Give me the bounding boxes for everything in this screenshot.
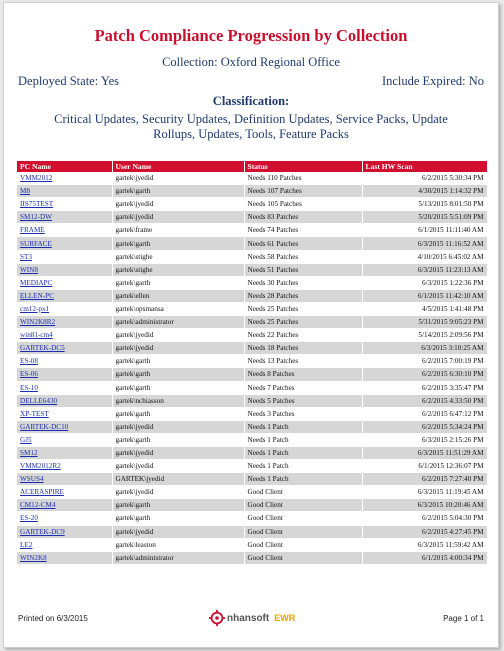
report-title: Patch Compliance Progression by Collection — [94, 26, 408, 45]
pc-name-cell — [17, 407, 112, 420]
user-name-cell: gartek\jyedid — [112, 486, 244, 499]
status-cell: Needs 3 Patches — [244, 407, 362, 420]
last-hw-scan-cell: 6/2/2015 4:27:45 PM — [362, 525, 487, 538]
table-row — [17, 289, 487, 302]
pc-name-cell — [17, 329, 112, 342]
table-row — [17, 433, 487, 446]
last-hw-scan-cell: 6/2/2015 5:04:30 PM — [362, 512, 487, 525]
pc-name-link[interactable]: IIS75TEST — [20, 200, 54, 209]
pc-name-cell — [17, 433, 112, 446]
user-name-cell: gartek\jyedid — [112, 198, 244, 211]
table-row — [17, 211, 487, 224]
table-row — [17, 394, 487, 407]
last-hw-scan-cell: 6/2/2015 5:30:34 PM — [362, 172, 487, 185]
pc-name-link[interactable]: WIN8 — [20, 265, 38, 274]
status-cell: Needs 110 Patches — [244, 172, 362, 185]
table-row — [17, 420, 487, 433]
pc-name-cell — [17, 512, 112, 525]
classification-list: Critical Updates, Security Updates, Definition Updates, Service Packs, Update Rollups, Updates, Tools, Feature Packs — [54, 112, 448, 141]
user-name-cell: gartek\jyedid — [112, 525, 244, 538]
last-hw-scan-cell: 6/2/2015 3:35:47 PM — [362, 381, 487, 394]
table-row — [17, 250, 487, 263]
user-name-cell: gartek\jyedid — [112, 342, 244, 355]
pc-name-cell — [17, 486, 112, 499]
status-cell: Needs 1 Patch — [244, 420, 362, 433]
pc-name-link[interactable]: SM12 — [20, 449, 38, 458]
pc-name-cell — [17, 446, 112, 459]
last-hw-scan-cell: 6/3/2015 11:23:13 AM — [362, 263, 487, 276]
pc-name-link[interactable]: ES-20 — [20, 514, 38, 523]
table-row — [17, 355, 487, 368]
pc-name-link[interactable]: FRAME — [20, 226, 45, 235]
pc-name-cell — [17, 302, 112, 315]
last-hw-scan-cell: 6/3/2015 1:22:36 PM — [362, 276, 487, 289]
table-row — [17, 185, 487, 198]
user-name-cell: gartek\garth — [112, 381, 244, 394]
table-row — [17, 551, 487, 564]
status-cell: Needs 61 Patches — [244, 237, 362, 250]
col-header-user-name: User Name — [112, 161, 244, 172]
status-cell: Needs 25 Patches — [244, 316, 362, 329]
pc-name-link[interactable]: WIN2K8 — [20, 553, 47, 562]
printed-on-label: Printed on 6/3/2015 — [18, 614, 88, 623]
report-page — [3, 2, 499, 648]
user-name-cell: gartek\garth — [112, 433, 244, 446]
status-cell: Good Client — [244, 538, 362, 551]
pc-name-cell — [17, 499, 112, 512]
last-hw-scan-cell: 6/3/2015 10:20:46 AM — [362, 499, 487, 512]
table-row — [17, 525, 487, 538]
page-number-label: Page 1 of 1 — [443, 614, 484, 623]
pc-name-cell — [17, 460, 112, 473]
pc-name-cell — [17, 538, 112, 551]
last-hw-scan-cell: 6/2/2015 4:33:50 PM — [362, 394, 487, 407]
user-name-cell: gartek\jyedid — [112, 329, 244, 342]
last-hw-scan-cell: 5/31/2015 9:05:23 PM — [362, 316, 487, 329]
status-cell: Good Client — [244, 499, 362, 512]
user-name-cell: gartek\ellen — [112, 289, 244, 302]
deployed-state-label: Deployed State: Yes — [18, 74, 120, 88]
status-cell: Needs 1 Patch — [244, 473, 362, 486]
status-cell: Good Client — [244, 551, 362, 564]
table-row — [17, 499, 487, 512]
pc-name-cell — [17, 172, 112, 185]
status-cell: Needs 28 Patches — [244, 289, 362, 302]
pc-name-cell — [17, 381, 112, 394]
pc-name-link[interactable]: WIN2K8R2 — [20, 318, 56, 327]
user-name-cell: gartek\jyedid — [112, 211, 244, 224]
user-name-cell: gartek\jyedid — [112, 446, 244, 459]
table-body — [17, 172, 487, 564]
status-cell: Good Client — [244, 512, 362, 525]
classification-heading: Classification: — [212, 94, 290, 108]
pc-name-link[interactable]: VMM2012R2 — [20, 462, 61, 471]
table-row — [17, 237, 487, 250]
last-hw-scan-cell: 6/2/2015 6:47:12 PM — [362, 407, 487, 420]
pc-name-link[interactable]: SURFACE — [20, 239, 52, 248]
pc-name-cell — [17, 355, 112, 368]
status-cell: Needs 13 Patches — [244, 355, 362, 368]
pc-name-link[interactable]: VMM2012 — [20, 174, 53, 183]
status-cell: Needs 7 Patches — [244, 381, 362, 394]
status-cell: Needs 51 Patches — [244, 263, 362, 276]
user-name-cell: gartek\stighe — [112, 263, 244, 276]
user-name-cell: gartek\nchiasson — [112, 394, 244, 407]
last-hw-scan-cell: 6/2/2015 7:27:40 PM — [362, 473, 487, 486]
collection-label: Collection: Oxford Regional Office — [162, 55, 340, 69]
user-name-cell: gartek\administrator — [112, 316, 244, 329]
pc-name-cell — [17, 316, 112, 329]
last-hw-scan-cell: 5/13/2015 8:01:50 PM — [362, 198, 487, 211]
user-name-cell: gartek\stighe — [112, 250, 244, 263]
pc-name-link[interactable]: LE2 — [20, 540, 33, 549]
user-name-cell: gartek\garth — [112, 276, 244, 289]
pc-name-link[interactable]: ACERASPIRE — [20, 488, 64, 497]
pc-name-link[interactable]: win81-cm4 — [20, 331, 53, 340]
last-hw-scan-cell: 6/1/2015 11:42:10 AM — [362, 289, 487, 302]
user-name-cell: gartek\garth — [112, 512, 244, 525]
col-header-last-hw-scan: Last HW Scan — [362, 161, 487, 172]
status-cell: Needs 30 Patches — [244, 276, 362, 289]
last-hw-scan-cell: 4/5/2015 1:41:48 PM — [362, 302, 487, 315]
table-row — [17, 486, 487, 499]
status-cell: Needs 1 Patch — [244, 446, 362, 459]
pc-name-cell — [17, 276, 112, 289]
pc-name-link[interactable]: M8 — [20, 187, 30, 196]
table-row — [17, 381, 487, 394]
pc-name-link[interactable]: XP-TEST — [20, 409, 49, 418]
last-hw-scan-cell: 6/3/2015 2:15:26 PM — [362, 433, 487, 446]
pc-name-link[interactable]: ES-08 — [20, 357, 38, 366]
table-row — [17, 407, 487, 420]
user-name-cell: gartek\garth — [112, 355, 244, 368]
status-cell: Needs 1 Patch — [244, 433, 362, 446]
user-name-cell: gartek\leaston — [112, 538, 244, 551]
pc-name-cell — [17, 551, 112, 564]
last-hw-scan-cell: 4/10/2015 6:45:02 AM — [362, 250, 487, 263]
include-expired-label: Include Expired: No — [381, 74, 484, 88]
table-row — [17, 460, 487, 473]
last-hw-scan-cell: 6/2/2015 7:00:19 PM — [362, 355, 487, 368]
pc-name-link[interactable]: ELLEN-PC — [20, 291, 54, 300]
logo-name: nhansoft — [227, 612, 270, 624]
last-hw-scan-cell: 6/3/2015 11:51:29 AM — [362, 446, 487, 459]
pc-name-cell — [17, 473, 112, 486]
last-hw-scan-cell: 4/30/2015 1:14:32 PM — [362, 185, 487, 198]
status-cell: Needs 83 Patches — [244, 211, 362, 224]
last-hw-scan-cell: 6/3/2015 11:16:52 AM — [362, 237, 487, 250]
pc-name-cell — [17, 263, 112, 276]
pc-name-cell — [17, 211, 112, 224]
pc-name-link[interactable]: GARTEK-DC9 — [20, 527, 65, 536]
last-hw-scan-cell: 6/3/2015 3:10:25 AM — [362, 342, 487, 355]
table-row — [17, 316, 487, 329]
table-row — [17, 198, 487, 211]
user-name-cell: gartek\garth — [112, 237, 244, 250]
last-hw-scan-cell: 6/2/2015 6:30:10 PM — [362, 368, 487, 381]
table-row — [17, 368, 487, 381]
pc-name-link[interactable]: SM12-DW — [20, 213, 52, 222]
pc-name-link[interactable]: ES-06 — [20, 370, 38, 379]
table-row — [17, 224, 487, 237]
last-hw-scan-cell: 6/1/2015 11:11:40 AM — [362, 224, 487, 237]
col-header-pc-name: PC Name — [17, 161, 112, 172]
user-name-cell: GARTEK\jyedid — [112, 473, 244, 486]
status-cell: Needs 25 Patches — [244, 302, 362, 315]
status-cell: Needs 22 Patches — [244, 329, 362, 342]
last-hw-scan-cell: 5/20/2015 5:51:09 PM — [362, 211, 487, 224]
user-name-cell: gartek\garth — [112, 368, 244, 381]
pc-name-cell — [17, 420, 112, 433]
pc-name-cell — [17, 198, 112, 211]
pc-name-cell — [17, 368, 112, 381]
user-name-cell: gartek\opsmansa — [112, 302, 244, 315]
table-row — [17, 538, 487, 551]
status-cell: Needs 107 Patches — [244, 185, 362, 198]
user-name-cell: gartek\jyedid — [112, 460, 244, 473]
table-row — [17, 263, 487, 276]
user-name-cell: gartek\administrator — [112, 551, 244, 564]
pc-name-cell — [17, 185, 112, 198]
pc-name-cell — [17, 394, 112, 407]
table-row — [17, 172, 487, 185]
status-cell: Needs 105 Patches — [244, 198, 362, 211]
table-row — [17, 302, 487, 315]
pc-name-cell — [17, 525, 112, 538]
pc-name-link[interactable]: GARTEK-DC10 — [20, 422, 69, 431]
pc-name-cell — [17, 289, 112, 302]
pc-name-link[interactable]: ES-10 — [20, 383, 38, 392]
pc-name-link[interactable]: GARTEK-DC5 — [20, 344, 65, 353]
last-hw-scan-cell: 6/1/2015 12:36:07 PM — [362, 460, 487, 473]
status-cell: Needs 58 Patches — [244, 250, 362, 263]
status-cell: Needs 8 Patches — [244, 368, 362, 381]
status-cell: Good Client — [244, 486, 362, 499]
table-row — [17, 276, 487, 289]
status-cell: Needs 18 Patches — [244, 342, 362, 355]
table-row — [17, 473, 487, 486]
user-name-cell: gartek\garth — [112, 499, 244, 512]
user-name-cell: gartek\garth — [112, 407, 244, 420]
pc-name-link[interactable]: MEDIAPC — [20, 278, 53, 287]
pc-name-link[interactable]: WSUS4 — [20, 475, 44, 484]
pc-name-link[interactable]: ST3 — [20, 252, 32, 261]
col-header-status: Status — [244, 161, 362, 172]
pc-name-link[interactable]: GJ5 — [20, 435, 32, 444]
status-cell: Needs 5 Patches — [244, 394, 362, 407]
user-name-cell: gartek\jyedid — [112, 420, 244, 433]
pc-name-cell — [17, 342, 112, 355]
last-hw-scan-cell: 5/14/2015 2:09:56 PM — [362, 329, 487, 342]
pc-name-cell — [17, 250, 112, 263]
enhansoft-logo — [208, 608, 295, 628]
table-row — [17, 446, 487, 459]
pc-name-link[interactable]: DELLE6430 — [20, 396, 58, 405]
pc-name-link[interactable]: cm12-px1 — [20, 304, 50, 313]
status-cell: Needs 74 Patches — [244, 224, 362, 237]
status-cell: Needs 1 Patch — [244, 460, 362, 473]
user-name-cell: gartek\garth — [112, 185, 244, 198]
logo-product: EWR — [274, 613, 296, 623]
user-name-cell: gartek\jyedid — [112, 172, 244, 185]
user-name-cell: gartek\frame — [112, 224, 244, 237]
last-hw-scan-cell: 6/1/2015 4:00:34 PM — [362, 551, 487, 564]
table-row — [17, 329, 487, 342]
compliance-table — [17, 161, 488, 565]
last-hw-scan-cell: 6/3/2015 11:19:45 AM — [362, 486, 487, 499]
table-header-row — [17, 161, 487, 172]
pc-name-cell — [17, 237, 112, 250]
pc-name-link[interactable]: CM12-CM4 — [20, 501, 56, 510]
enhansoft-logo-icon — [208, 609, 226, 627]
status-cell: Good Client — [244, 525, 362, 538]
pc-name-cell — [17, 224, 112, 237]
table-row — [17, 342, 487, 355]
last-hw-scan-cell: 6/2/2015 5:34:24 PM — [362, 420, 487, 433]
last-hw-scan-cell: 6/3/2015 11:59:42 AM — [362, 538, 487, 551]
table-row — [17, 512, 487, 525]
